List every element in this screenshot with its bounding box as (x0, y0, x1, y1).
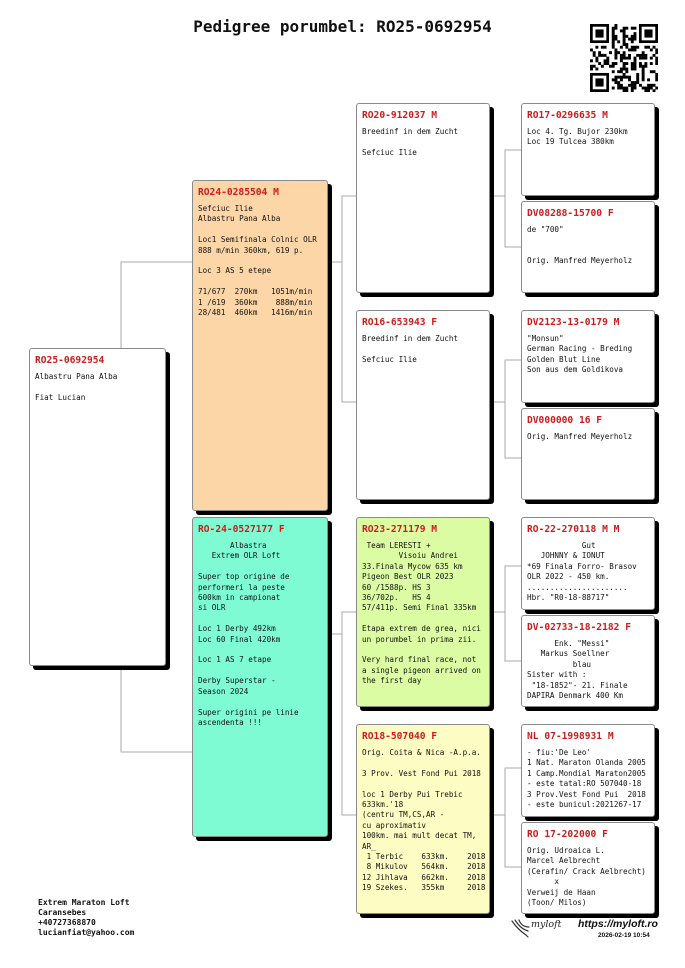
ring-number: RO23-271179 M (362, 524, 438, 535)
pigeon-details: Loc 4. Tg. Bujor 230km Loc 19 Tulcea 380km (527, 127, 628, 147)
pigeon-details: "Monsun" German Racing - Breding Golden Blut Line Son aus dem Goldikova (527, 334, 633, 375)
ring-number: RO18-507040 F (362, 731, 438, 742)
pigeon-details: Orig. Manfred Meyerholz (527, 432, 633, 441)
pigeon-card-mmm[interactable] (521, 822, 655, 914)
pigeon-card-mm[interactable] (356, 724, 490, 914)
pigeon-details: Orig. Udroaica L. Marcel Aelbrecht (Cerafin/ Crack Aelbrecht) x Verweij de Haan (Toon/ Milos) (527, 846, 646, 908)
timestamp: 2026-02-19 10:54 (598, 932, 650, 939)
ring-number: DV000000 16 F (527, 415, 603, 426)
ring-number: RO16-653943 F (362, 317, 438, 328)
pigeon-card-mf[interactable] (356, 517, 490, 707)
page-title: Pedigree porumbel: RO25-0692954 (193, 17, 492, 36)
ring-number: RO25-0692954 (35, 355, 105, 366)
pigeon-card-mff[interactable] (521, 517, 655, 610)
pigeon-details: Orig. Coita & Nica -A.p.a. 3 Prov. Vest Fond Pui 2018 loc 1 Derby Pui Trebic 633km.'18 (centru TM,CS,AR - cu aproximativ 100km. mai mult decat TM, AR_ 1 Terbic 633km. 2018 8 Mikulov 564km. 2018 12 Jihlava 662km. 2018 19 Szekes. 355km 2018 (362, 748, 486, 893)
pigeon-details: Albastra Extrem OLR Loft Super top origine de performeri la peste 600km in campionat si OLR Loc 1 Derby 492km Loc 60 Final 420km Loc 1 AS 7 etape Derby Superstar - Season 2024 Super origini pe linie ascendenta !!! (198, 541, 299, 727)
pigeon-card-fm[interactable] (356, 310, 490, 500)
pigeon-details: Breedinf in dem Zucht Sefciuc Ilie (362, 127, 459, 157)
ring-number: DV-02733-18-2182 F (527, 622, 631, 633)
pigeon-card-ff[interactable] (356, 103, 490, 293)
ring-number: NL 07-1998931 M (527, 731, 614, 742)
pigeon-details: Sefciuc Ilie Albastru Pana Alba Loc1 Semifinala Colnic OLR 888 m/min 360km, 619 p. Loc 3 AS 5 etepe 71/677 270km 1051m/min 1 /619 360km 888m/min 28/481 460km 1416m/min (198, 204, 317, 318)
pigeon-details: Team LERESTI + Visoiu Andrei 33.Finala Mycow 635 km Pigeon Best OLR 2023 60 /1588p. HS 3 36/702p. HS 4 57/411p. Semi Final 335km Etapa extrem de grea, nici un porumbel in prima zii. Very hard final race, not a single pigeon arrived on the first day (362, 541, 481, 686)
ring-number: RO24-0285504 M (198, 187, 279, 198)
pigeon-card-mmf[interactable] (521, 724, 655, 817)
ring-number: RO 17-202000 F (527, 829, 608, 840)
pigeon-details: Breedinf in dem Zucht Sefciuc Ilie (362, 334, 459, 364)
pigeon-card-father[interactable] (192, 180, 328, 511)
ring-number: DV08288-15700 F (527, 208, 614, 219)
pigeon-details: - fiu:'De Leo' 1 Nat. Maraton Olanda 2005 1 Camp.Mondial Maraton2005 - este tatal:RO 507040-18 3 Prov.Vest Fond Pui 2018 - este bunicul:2021267-17 (527, 748, 646, 810)
pigeon-card-mother[interactable] (192, 517, 328, 837)
ring-number: RO17-0296635 M (527, 110, 608, 121)
pigeon-card-ffm[interactable] (521, 201, 655, 293)
pigeon-details: Gut JOHNNY & IONUT *69 Finala Forro- Brasov OLR 2022 - 450 km. ...................... Hbr. "R0-18-88717" (527, 541, 637, 603)
pigeon-card-fff[interactable] (521, 103, 655, 196)
ring-number: RO-24-0527177 F (198, 524, 285, 535)
website-link[interactable]: https://myloft.ro (578, 918, 658, 930)
ring-number: RO20-912037 M (362, 110, 438, 121)
pigeon-details: de "700" Orig. Manfred Meyerholz (527, 225, 633, 266)
pigeon-details: Albastru Pana Alba Fiat Lucian (35, 372, 118, 402)
pigeon-details: Enk. "Messi" Markus Soellner blau Sister with : "18-1852"- 21. Finale DAPIRA Denmark 400 Km (527, 639, 628, 701)
pigeon-card-fmm[interactable] (521, 408, 655, 500)
ring-number: DV2123-13-0179 M (527, 317, 620, 328)
pigeon-card-mfm[interactable] (521, 615, 655, 707)
pigeon-card-fmf[interactable] (521, 310, 655, 403)
ring-number: RO-22-270118 M M (527, 524, 620, 535)
owner-contact: Extrem Maraton Loft Caransebes +40727368870 lucianfiat@yahoo.com (38, 898, 135, 937)
logo-text: myloft (531, 919, 562, 930)
pigeon-card-subject[interactable] (29, 348, 166, 666)
